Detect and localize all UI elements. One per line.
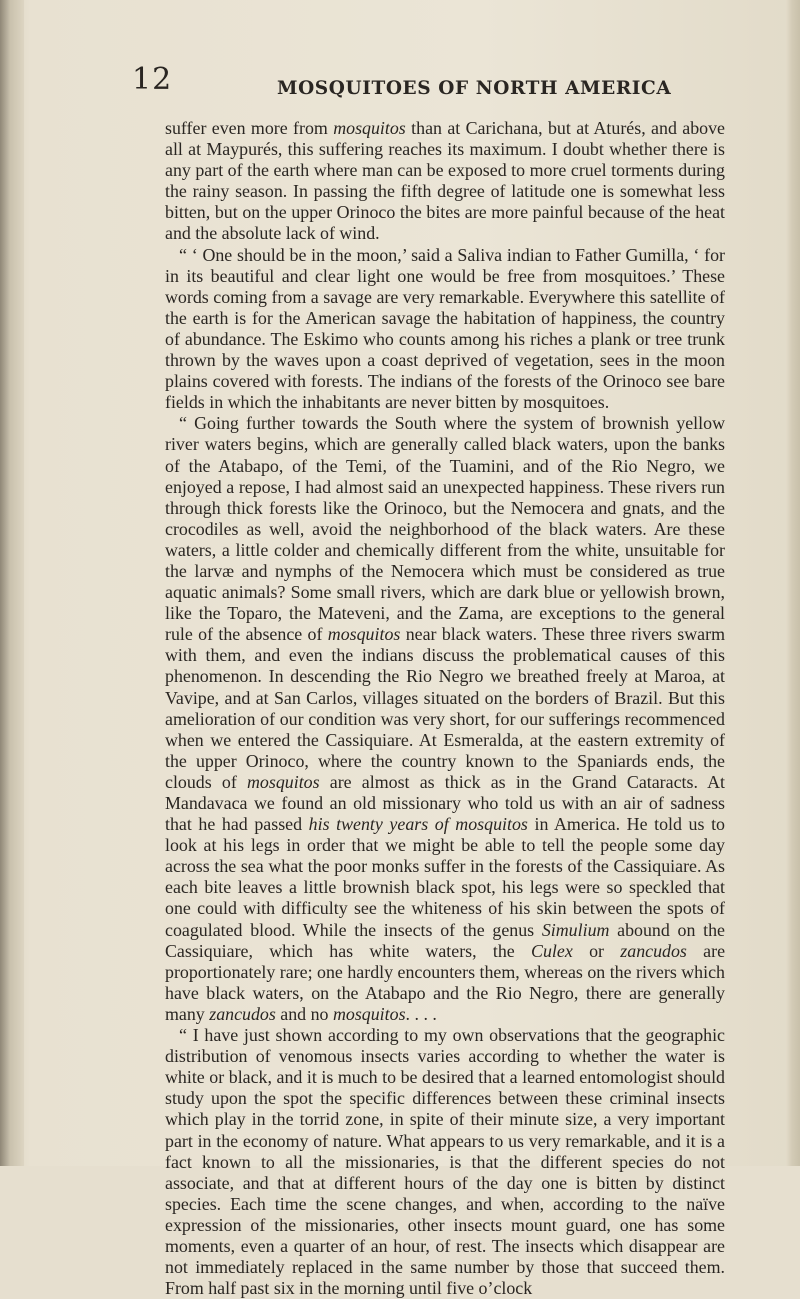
paragraph xyxy=(165,245,725,414)
paragraph xyxy=(165,118,725,245)
text-run: “ I have just shown according to my own observations that the geographic distribution of venomous insects varies according to whether the water is white or black, and it is much to be desired that a learned entomologist should study upon the spot the specific differences between these criminal insects which play in the torrid zone, in spite of their minute size, a very important part in the economy of nature. What appears to us very remarkable, and it is a fact known to all the missionaries, is that the different species do not associate, and that at different hours of the day one is bitten by distinct species. Each time the scene changes, and when, according to the naïve expression of the missionaries, other insects mount guard, one has some moments, even a quarter of an hour, of rest. The insects which disappear are not immediately replaced in the same number by those that succeed them. From half past six in the morning until five o’clock xyxy=(165,1025,725,1299)
italic-text-run: zancudos xyxy=(620,940,687,961)
text-run: . . . . xyxy=(405,1003,437,1024)
text-run: near black waters. These three rivers swarm with them, and even the indians discuss the problematical causes of this phenomenon. In descending the Rio Negro we breathed freely at Maroa, at Vavipe, and at San Carlos, villages situated on the borders of Brazil. But this amelioration of our condition was very short, for our sufferings recommenced when we entered the Cassiquiare. At Esmeralda, at the eastern extremity of the upper Orinoco, where the country known to the Spaniards ends, the clouds of xyxy=(165,624,725,792)
text-run: or xyxy=(572,940,621,961)
italic-text-run: mosquitos xyxy=(332,1003,406,1024)
italic-text-run: Simulium xyxy=(541,919,610,940)
italic-text-run: mosquitos xyxy=(247,771,320,792)
text-run: “ Going further towards the South where the system of brownish yellow river waters begins, which are generally called black waters, upon the banks of the Atabapo, of the Temi, of the Tuamini, and of the Rio Negro, we enjoyed a repose, I had almost said an unexpected happiness. These rivers run through thick forests like the Orinoco, but the Nemocera and gnats, and the crocodiles as well, avoid the neighborhood of the black waters. Are these waters, a little colder and chemically different from the white, unsuitable for the larvæ and nymphs of the Nemocera which must be considered as true aquatic animals? Some small rivers, which are dark blue or yellowish brown, like the Toparo, the Mateveni, and the Zama, are exceptions to the general rule of the absence of xyxy=(165,413,725,645)
running-head: MOSQUITOES OF NORTH AMERICA xyxy=(277,78,672,99)
text-run: are almost as thick as in the Grand Cataracts. At Mandavaca we found an old missionary who told us with an air of sadness that he had passed xyxy=(165,771,726,835)
italic-text-run: mosquitos xyxy=(333,118,406,138)
paragraph xyxy=(165,413,725,1025)
text-run: than at Carichana, but at Aturés, and above all at Maypurés, this suffering reaches its maximum. I doubt whether there is any part of the earth where man can be exposed to more cruel torments during the rainy season. In passing the fifth degree of latitude one is somewhat less bitten, but on the upper Orinoco the bites are more painful because of the heat and the absolute lack of wind. xyxy=(165,118,725,244)
italic-text-run: zancudos xyxy=(209,1003,276,1024)
page-gutter-shadow xyxy=(0,0,24,1166)
text-run: in America. He told us to look at his legs in order that we might be able to tell the people some day across the sea what the poor monks suffer in the forests of the Cassiquiare. As each bite leaves a little brownish black spot, his legs were so speckled that one could with difficulty see the whiteness of his skin between the spots of coagulated blood. While the insects of the genus xyxy=(165,814,725,940)
body-text xyxy=(165,118,725,1299)
text-run: are proportionately rare; one hardly encounters them, whereas on the rivers which have black waters, on the Atabapo and the Rio Negro, there are generally many xyxy=(165,940,726,1024)
paragraph xyxy=(165,1025,725,1299)
text-run: and no xyxy=(275,1003,333,1024)
text-run: “ ‘ One should be in the moon,’ said a Saliva indian to Father Gumilla, ‘ for in its beautiful and clear light one would be free from mosquitoes.’ These words coming from a savage are very remarkable. Everywhere this satellite of the earth is for the American savage the habitation of happiness, the country of abundance. The Eskimo who counts among his riches a plank or tree trunk thrown by the waves upon a coast deprived of vegetation, sees in the moon plains covered with forests. The indians of the forests of the Orinoco see bare fields in which the inhabitants are never bitten by mosquitoes. xyxy=(165,244,725,413)
italic-text-run: his twenty years of mosquitos xyxy=(308,814,528,835)
text-run: suffer even more from xyxy=(165,118,334,138)
text-run: abound on the Cassiquiare, which has white waters, the xyxy=(165,919,725,961)
italic-text-run: mosquitos xyxy=(327,624,401,645)
page-header xyxy=(132,62,742,102)
page-number: 12 xyxy=(132,62,173,97)
italic-text-run: Culex xyxy=(531,940,573,961)
page-edge xyxy=(786,0,800,1166)
